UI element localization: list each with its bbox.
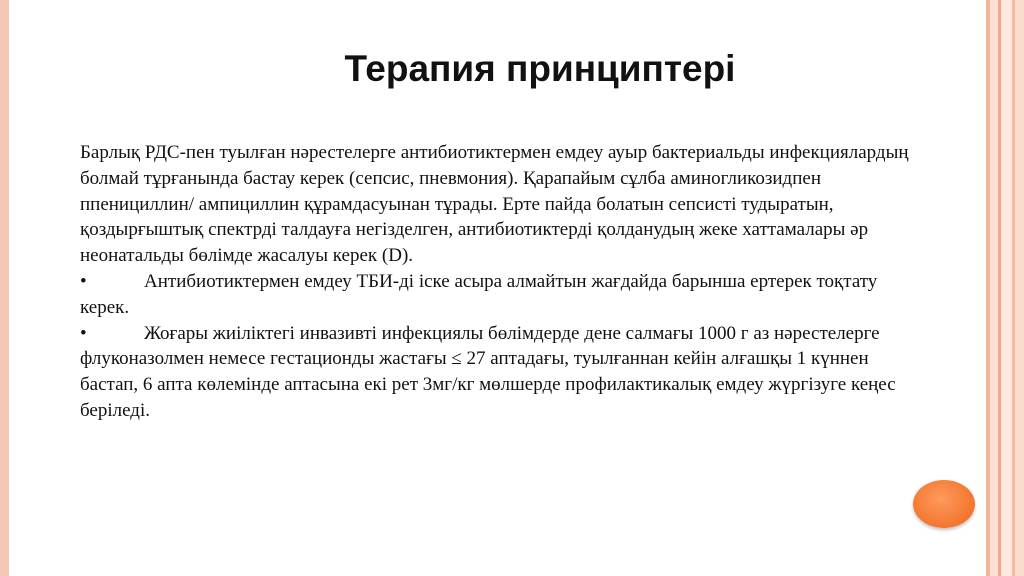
bullet-mark: • <box>80 322 87 344</box>
bullet-mark: • <box>80 270 87 292</box>
left-decorative-stripe <box>0 0 9 576</box>
bullet-text: Жоғары жиіліктегі инвазивті инфекциялы бөлімдерде дене салмағы 1000 г аз нәрестелерге флуконазолмен немесе гестационды жастағы ≤ 27 аптадағы, туылғаннан кейін алғашқы 1 күннен бастап, 6 апта көлемінде аптасына екі рет 3мг/кг мөлшерде профилактикалық емдеу жүргізуге кеңес беріледі. <box>80 322 896 421</box>
orange-circle-decoration <box>913 480 975 528</box>
slide-body <box>80 140 910 424</box>
bullet-item-1 <box>80 269 910 321</box>
bullet-item-2 <box>80 321 910 424</box>
slide-title: Терапия принциптері <box>344 48 736 89</box>
right-decorative-stripes <box>984 0 1024 576</box>
bullet-text: Антибиотиктермен емдеу ТБИ-ді іске асыра алмайтын жағдайда барынша ертерек тоқтату керек. <box>80 270 878 318</box>
intro-paragraph: Барлық РДС-пен туылған нәрестелерге антибиотиктермен емдеу ауыр бактериальды инфекциялардың болмай тұрғанында бастау керек (сепсис, пневмония). Қарапайым сұлба аминогликозидпен ппенициллин/ ампициллин құрамдасуынан тұрады. Ерте пайда болатын сепсисті тудыратын, қоздырғыштық спектрді талдауға негізделген, антибиотиктерді қолданудың жеке хаттамалары әр неонатальды бөлімде жасалуы керек (D). <box>80 142 909 267</box>
